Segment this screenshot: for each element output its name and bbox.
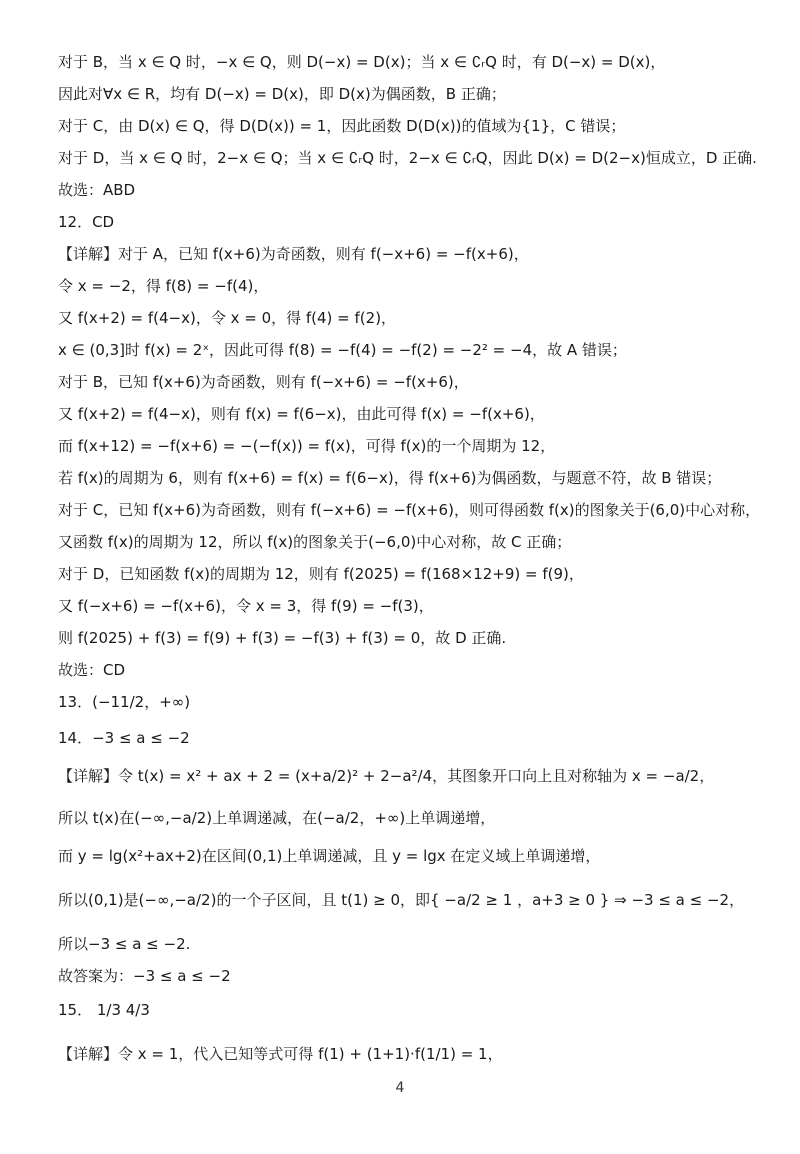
text-line: 所以(0,1)是(−∞,−a/2)的一个子区间，且 t(1) ≥ 0，即{ −a/2 ≥ 1 ，a+3 ≥ 0 } ⇒ −3 ≤ a ≤ −2， — [58, 891, 745, 909]
text-line: 故答案为：−3 ≤ a ≤ −2 — [58, 967, 231, 985]
text-line: 又 f(x+2) = f(4−x)，则有 f(x) = f(6−x)，由此可得 f(x) = −f(x+6)， — [58, 405, 545, 423]
text-line: x ∈ (0,3]时 f(x) = 2ˣ，因此可得 f(8) = −f(4) = −f(2) = −2² = −4，故 A 错误； — [58, 341, 627, 359]
text-line: 对于 C，已知 f(x+6)为奇函数，则有 f(−x+6) = −f(x+6)，则可得函数 f(x)的图象关于(6,0)中心对称， — [58, 501, 761, 519]
text-line: 【详解】对于 A，已知 f(x+6)为奇函数，则有 f(−x+6) = −f(x+6)， — [58, 245, 529, 263]
text-line: 对于 B，已知 f(x+6)为奇函数，则有 f(−x+6) = −f(x+6)， — [58, 373, 469, 391]
text-line: 则 f(2025) + f(3) = f(9) + f(3) = −f(3) + f(3) = 0，故 D 正确. — [58, 629, 507, 647]
question-number: 13．(−11/2，+∞) — [58, 693, 191, 711]
text-line: 对于 D，已知函数 f(x)的周期为 12，则有 f(2025) = f(168×12+9) = f(9)， — [58, 565, 584, 583]
text-line: 而 y = lg(x²+ax+2)在区间(0,1)上单调递减，且 y = lgx 在定义域上单调递增， — [58, 847, 601, 865]
text-line: 而 f(x+12) = −f(x+6) = −(−f(x)) = f(x)，可得 f(x)的一个周期为 12， — [58, 437, 556, 455]
text-line: 所以−3 ≤ a ≤ −2. — [58, 935, 191, 953]
text-line: 若 f(x)的周期为 6，则有 f(x+6) = f(x) = f(6−x)，得 f(x+6)为偶函数，与题意不符，故 B 错误； — [58, 469, 722, 487]
text-line: 【详解】令 t(x) = x² + ax + 2 = (x+a/2)² + 2−a²/4，其图象开口向上且对称轴为 x = −a/2， — [58, 767, 715, 785]
text-line: 令 x = −2，得 f(8) = −f(4)， — [58, 277, 269, 295]
text-line: 【详解】令 x = 1，代入已知等式可得 f(1) + (1+1)·f(1/1) = 1， — [58, 1045, 503, 1063]
page-number: 4 — [395, 1080, 405, 1096]
text-line: 对于 B，当 x ∈ Q 时，−x ∈ Q，则 D(−x) = D(x)；当 x ∈ ∁ᵣQ 时，有 D(−x) = D(x)， — [58, 53, 666, 71]
text-line: 又函数 f(x)的周期为 12，所以 f(x)的图象关于(−6,0)中心对称，故 C 正确； — [58, 533, 572, 551]
text-line: 对于 C，由 D(x) ∈ Q，得 D(D(x)) = 1，因此函数 D(D(x))的值域为{1}，C 错误； — [58, 117, 626, 135]
text-line: 因此对∀x ∈ R，均有 D(−x) = D(x)，即 D(x)为偶函数，B 正确； — [58, 85, 506, 103]
text-line: 所以 t(x)在(−∞,−a/2)上单调递减，在(−a/2，+∞)上单调递增， — [58, 809, 496, 827]
text-line: 又 f(−x+6) = −f(x+6)，令 x = 3，得 f(9) = −f(3)， — [58, 597, 434, 615]
text-line: 故选：CD — [58, 661, 126, 679]
question-number: 14．−3 ≤ a ≤ −2 — [58, 729, 190, 747]
text-line: 又 f(x+2) = f(4−x)，令 x = 0，得 f(4) = f(2)， — [58, 309, 397, 327]
text-line: 对于 D，当 x ∈ Q 时，2−x ∈ Q；当 x ∈ ∁ᵣQ 时，2−x ∈ ∁ᵣQ，因此 D(x) = D(2−x)恒成立，D 正确. — [58, 149, 757, 167]
text-line: 故选：ABD — [58, 181, 136, 199]
question-number: 15． 1/3 4/3 — [58, 1001, 150, 1019]
question-number: 12．CD — [58, 213, 115, 231]
